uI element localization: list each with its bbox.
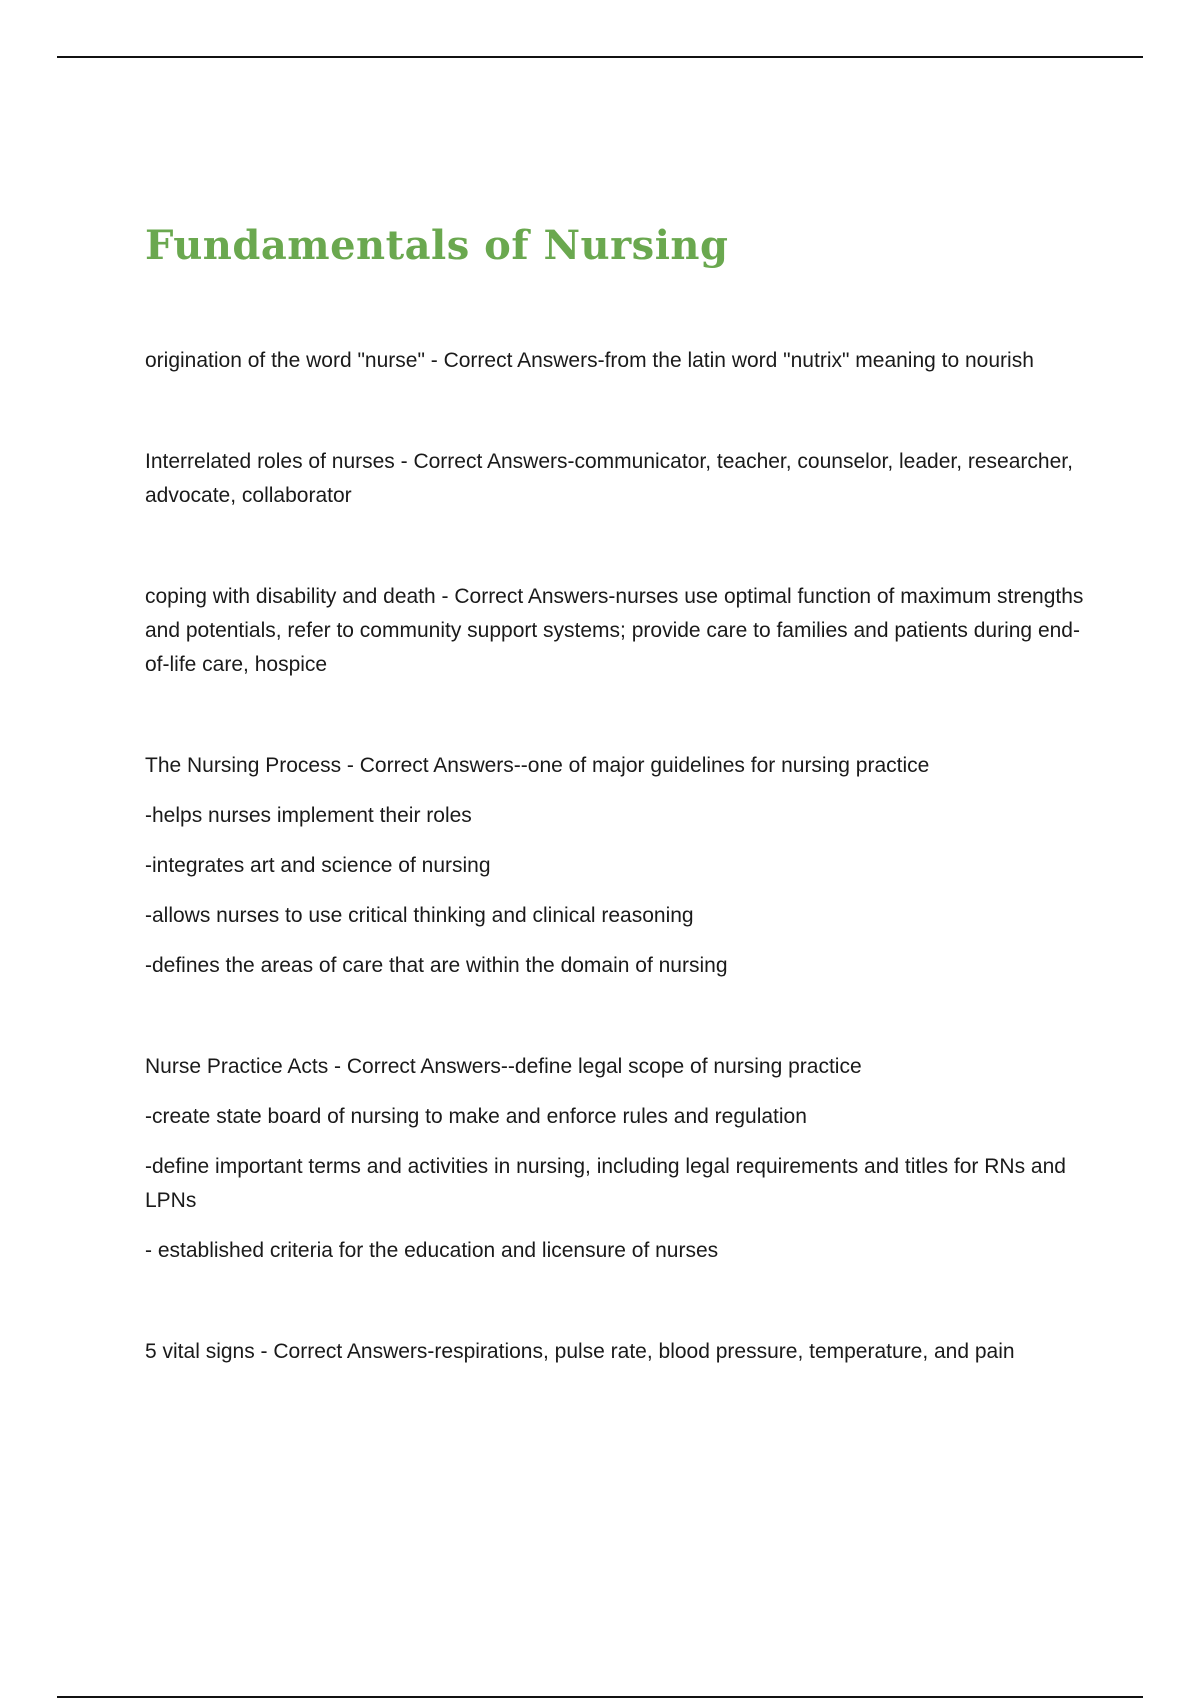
document-body: [145, 344, 1095, 1436]
qa-entry-roles: [145, 445, 1095, 513]
qa-entry-coping: [145, 580, 1095, 682]
top-divider: [57, 56, 1143, 58]
qa-line: origination of the word "nurse" - Correct Answers-from the latin word "nutrix" meaning to nourish: [145, 349, 1034, 372]
qa-entry-nursing-process: [145, 749, 1095, 983]
qa-line: -create state board of nursing to make and enforce rules and regulation: [145, 1105, 807, 1128]
qa-entry-vital-signs: [145, 1335, 1095, 1369]
qa-entry-practice-acts: [145, 1050, 1095, 1268]
qa-line: 5 vital signs - Correct Answers-respirations, pulse rate, blood pressure, temperature, and pain: [145, 1340, 1015, 1363]
qa-line: -helps nurses implement their roles: [145, 804, 472, 827]
qa-line: - established criteria for the education and licensure of nurses: [145, 1239, 719, 1262]
qa-line: -allows nurses to use critical thinking and clinical reasoning: [145, 904, 694, 927]
document-title: Fundamentals of Nursing: [145, 222, 729, 269]
qa-line: -integrates art and science of nursing: [145, 854, 491, 877]
qa-line: -defines the areas of care that are within the domain of nursing: [145, 954, 728, 977]
qa-line: Nurse Practice Acts - Correct Answers--define legal scope of nursing practice: [145, 1055, 862, 1078]
qa-line: coping with disability and death - Correct Answers-nurses use optimal function of maximum strengths and potentials, refer to community support systems; provide care to families and patients during end-of-life care, hospice: [145, 585, 1084, 676]
qa-line: The Nursing Process - Correct Answers--one of major guidelines for nursing practice: [145, 754, 930, 777]
bottom-divider: [57, 1696, 1143, 1698]
qa-line: Interrelated roles of nurses - Correct Answers-communicator, teacher, counselor, leader, researcher, advocate, collaborator: [145, 450, 1073, 507]
qa-entry-word-origin: [145, 344, 1095, 378]
qa-line: -define important terms and activities in nursing, including legal requirements and titles for RNs and LPNs: [145, 1155, 1066, 1212]
